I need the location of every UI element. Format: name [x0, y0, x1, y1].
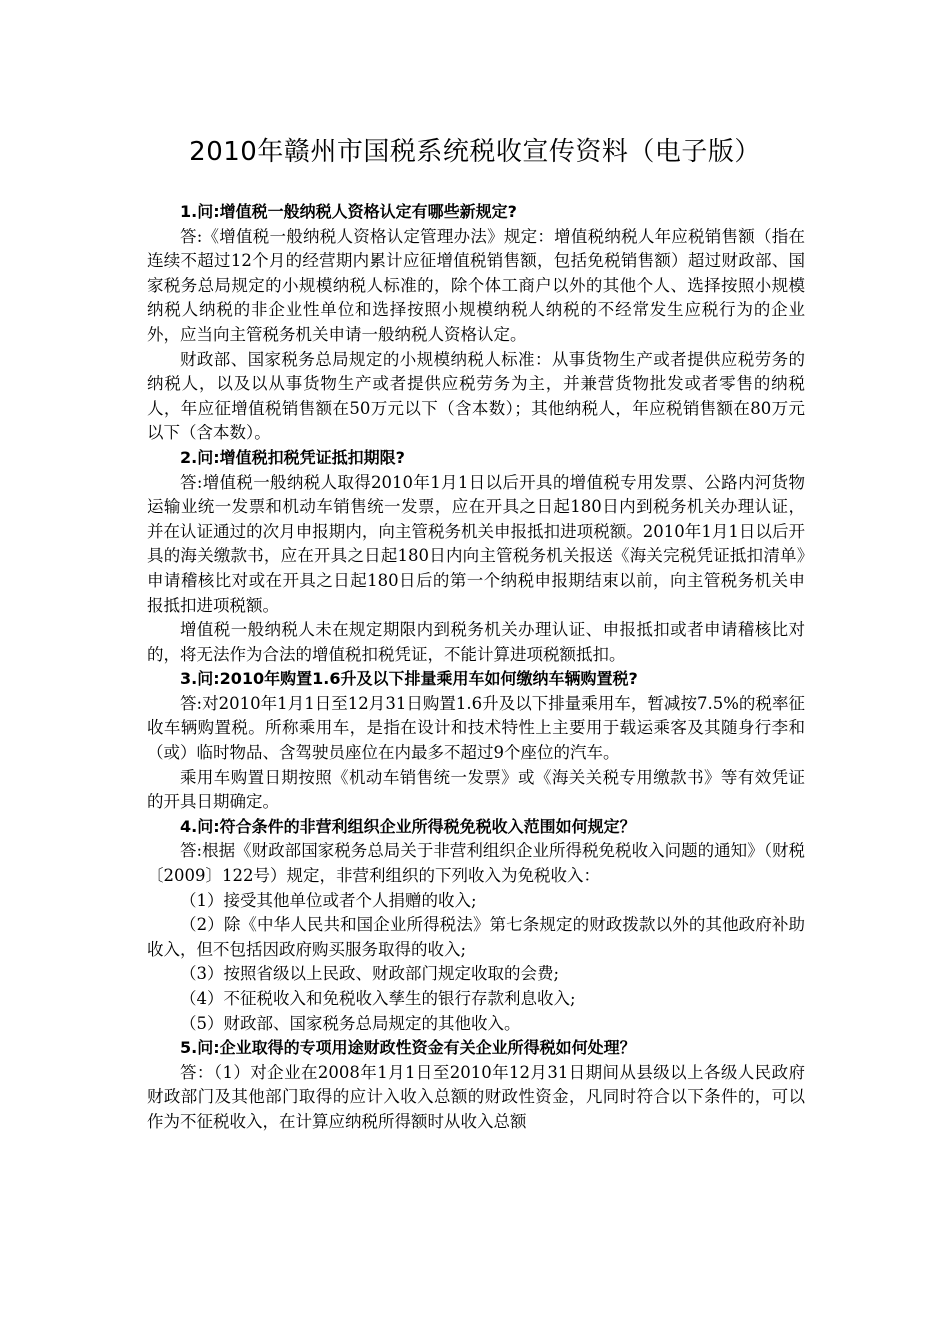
- list-item: （5）财政部、国家税务总局规定的其他收入。: [180, 1013, 521, 1033]
- question-4: 4.问:符合条件的非营利组织企业所得税免税收入范围如何规定？: [180, 816, 636, 836]
- answer-paragraph: 答:对2010年1月1日至12月31日购置1.6升及以下排量乘用车，暂减按7.5%的税率征收车辆购置税。所称乘用车，是指在设计和技术特性上主要用于载运乘客及其随身行李和（或）临时物品、含驾驶员座位在内最多不超过9个座位的汽车。: [147, 693, 805, 763]
- question-2: 2.问:增值税扣税凭证抵扣期限?: [180, 447, 405, 467]
- answer-paragraph: 乘用车购置日期按照《机动车销售统一发票》或《海关关税专用缴款书》等有效凭证的开具日期确定。: [147, 767, 805, 812]
- list-item: （2）除《中华人民共和国企业所得税法》第七条规定的财政拨款以外的其他政府补助收入，但不包括因政府购买服务取得的收入;: [147, 915, 805, 959]
- answer-paragraph: 答:《增值税一般纳税人资格认定管理办法》规定：增值税纳税人年应税销售额（指在连续不超过12个月的经营期内累计应征增值税销售额，包括免税销售额）超过财政部、国家税务总局规定的小规模纳税人标准的，除个体工商户以外的其他个人、选择按照小规模纳税人纳税的非企业性单位和选择按照小规模纳税人纳税的不经常发生应税行为的企业外，应当向主管税务机关申请一般纳税人资格认定。: [147, 226, 805, 344]
- answer-paragraph: 答:增值税一般纳税人取得2010年1月1日以后开具的增值税专用发票、公路内河货物运输业统一发票和机动车销售统一发票，应在开具之日起180日内到税务机关办理认证，并在认证通过的次月申报期内，向主管税务机关申报抵扣进项税额。2010年1月1日以后开具的海关缴款书，应在开具之日起180日内向主管税务机关报送《海关完税凭证抵扣清单》申请稽核比对或在开具之日起180日后的第一个纳税申报期结束以前，向主管税务机关申报抵扣进项税额。: [147, 472, 805, 615]
- answer-paragraph: 财政部、国家税务总局规定的小规模纳税人标准：从事货物生产或者提供应税劳务的纳税人，以及以从事货物生产或者提供应税劳务为主，并兼营货物批发或者零售的纳税人，年应征增值税销售额在50万元以下（含本数）；其他纳税人，年应税销售额在80万元以下（含本数）。: [147, 349, 805, 443]
- question-1: 1.问:增值税一般纳税人资格认定有哪些新规定?: [180, 202, 517, 221]
- question-5: 5.问:企业取得的专项用途财政性资金有关企业所得税如何处理？: [180, 1038, 636, 1058]
- list-item: （1）接受其他单位或者个人捐赠的收入;: [180, 890, 477, 910]
- answer-paragraph: 答:根据《财政部国家税务总局关于非营利组织企业所得税免税收入问题的通知》（财税〔2009〕122号）规定，非营利组织的下列收入为免税收入：: [147, 841, 805, 886]
- list-item: （3）按照省级以上民政、财政部门规定收取的会费;: [180, 964, 560, 984]
- document-body: [147, 200, 805, 1135]
- question-3: 3.问:2010年购置1.6升及以下排量乘用车如何缴纳车辆购置税?: [180, 669, 638, 689]
- answer-paragraph: 增值税一般纳税人未在规定期限内到税务机关办理认证、申报抵扣或者申请稽核比对的，将无法作为合法的增值税扣税凭证，不能计算进项税额抵扣。: [147, 620, 805, 664]
- document-title: 2010年赣州市国税系统税收宣传资料（电子版）: [189, 137, 761, 167]
- list-item: （4）不征税收入和免税收入孳生的银行存款利息收入;: [180, 989, 576, 1008]
- answer-paragraph: 答：（1）对企业在2008年1月1日至2010年12月31日期间从县级以上各级人民政府财政部门及其他部门取得的应计入收入总额的财政性资金，凡同时符合以下条件的，可以作为不征税收入，在计算应纳税所得额时从收入总额: [147, 1062, 805, 1131]
